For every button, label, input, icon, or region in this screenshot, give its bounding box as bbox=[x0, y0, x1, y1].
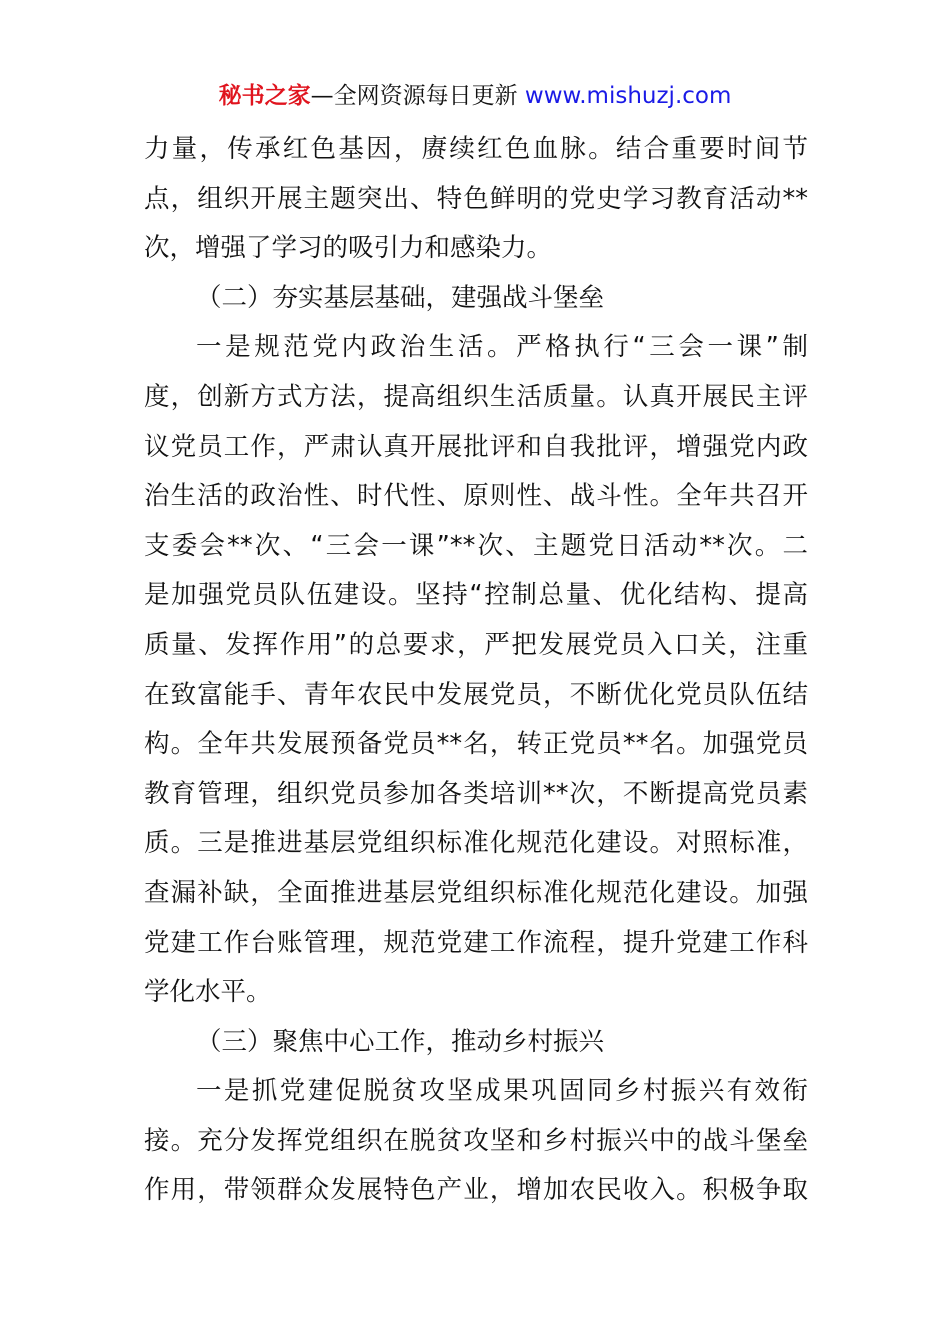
text-line: 是加强党员队伍建设。坚持“控制总量、优化结构、提高 bbox=[144, 580, 808, 611]
text-line: 次，增强了学习的吸引力和感染力。 bbox=[144, 233, 553, 264]
text-line: 支委会**次、“三会一课”**次、主题党日活动**次。二 bbox=[144, 530, 808, 561]
text-line: 教育管理，组织党员参加各类培训**次，不断提高党员素 bbox=[144, 778, 808, 809]
text-line: 力量，传承红色基因，赓续红色血脉。结合重要时间节 bbox=[144, 134, 808, 164]
text-line: 接。充分发挥党组织在脱贫攻坚和乡村振兴中的战斗堡垒 bbox=[144, 1125, 808, 1156]
text-line: 作用，带领群众发展特色产业，增加农民收入。积极争取 bbox=[144, 1175, 808, 1206]
document-body bbox=[144, 125, 808, 1216]
text-line: 一是抓党建促脱贫攻坚成果巩固同乡村振兴有效衔 bbox=[196, 1076, 808, 1107]
text-line: 议党员工作，严肃认真开展批评和自我批评，增强党内政 bbox=[144, 431, 808, 462]
text-line: 治生活的政治性、时代性、原则性、战斗性。全年共召开 bbox=[144, 481, 808, 512]
brand-name: 秘书之家 bbox=[218, 83, 311, 109]
text-line: 构。全年共发展预备党员**名，转正党员**名。加强党员 bbox=[144, 729, 808, 760]
text-line: 查漏补缺，全面推进基层党组织标准化规范化建设。加强 bbox=[144, 877, 808, 908]
site-url: www.mishuzj.com bbox=[524, 83, 732, 109]
section-heading-2: （二）夯实基层基础，建强战斗堡垒 bbox=[196, 282, 605, 313]
text-line: 点，组织开展主题突出、特色鲜明的党史学习教育活动** bbox=[144, 183, 808, 214]
text-line: 学化水平。 bbox=[144, 977, 272, 1008]
text-line: 在致富能手、青年农民中发展党员，不断优化党员队伍结 bbox=[144, 679, 808, 710]
text-line: 质。三是推进基层党组织标准化规范化建设。对照标准， bbox=[144, 828, 808, 859]
section-heading-3: （三）聚焦中心工作，推动乡村振兴 bbox=[196, 1026, 605, 1057]
text-line: 党建工作台账管理，规范党建工作流程，提升党建工作科 bbox=[144, 927, 808, 958]
text-line: 度，创新方式方法，提高组织生活质量。认真开展民主评 bbox=[144, 381, 808, 412]
header-tagline: —全网资源每日更新 bbox=[310, 83, 518, 109]
site-header bbox=[0, 78, 950, 114]
text-line: 质量、发挥作用”的总要求，严把发展党员入口关，注重 bbox=[144, 629, 808, 660]
text-line: 一是规范党内政治生活。严格执行“三会一课”制 bbox=[196, 332, 808, 363]
